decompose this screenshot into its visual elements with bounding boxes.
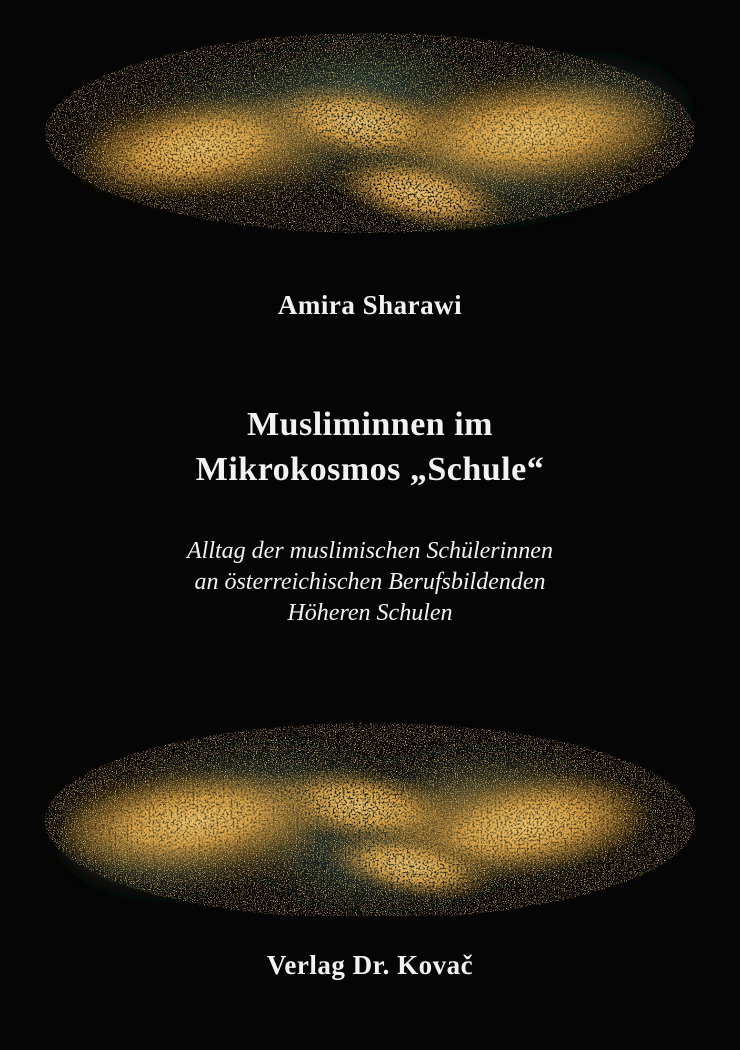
gold-dust-top-art [30,18,710,238]
book-subtitle [0,536,740,629]
book-subtitle-line3: Höheren Schulen [287,600,453,626]
book-subtitle-line2: an österreichischen Berufsbildenden [194,569,546,595]
gold-dust-decoration-bottom [30,696,710,916]
gold-dust-bottom-art [30,696,710,916]
publisher-name: Verlag Dr. Kovač [266,950,474,980]
book-title-line1: Musliminnen im [247,406,493,443]
author-name: Amira Sharawi [277,290,463,320]
gold-dust-decoration-top [30,18,710,238]
book-title [0,402,740,492]
book-subtitle-line1: Alltag der muslimischen Schülerinnen [187,538,553,564]
book-title-line2: Mikrokosmos „Schule“ [195,451,545,488]
